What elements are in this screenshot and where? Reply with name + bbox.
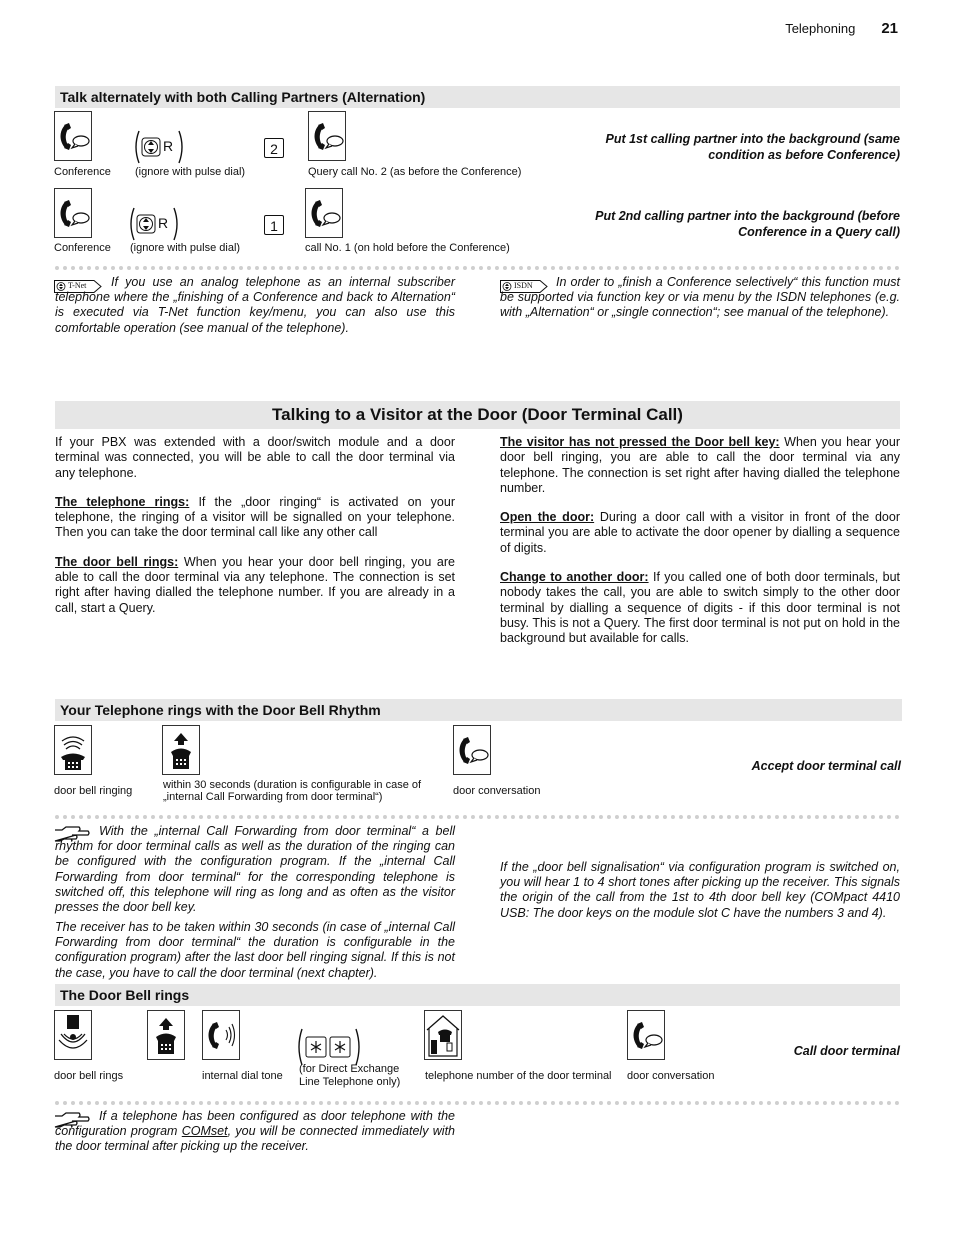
door-intro: If your PBX was extended with a door/switch module and a door terminal was connected, you will be able to call the door terminal via any telephone.: [55, 435, 455, 480]
note-rhythm-left-1: With the „internal Call Forwarding from door terminal“ a bell rhythm for door terminal calls as well as the duration of the ringing can be configured with the configuration program. If the „internal Call Forwarding from door terminal“ for the corresponding telephone is switched off, this telephone will ring as long and as often as the visitor presses the door bell key.: [55, 824, 455, 915]
tnet-badge-label: T-Net: [68, 281, 87, 290]
caption-door-conversation: door conversation: [453, 785, 541, 797]
action-accept-door-call: Accept door terminal call: [751, 759, 901, 773]
door-open-door: Open the door: During a door call with a visitor in front of the door terminal you are able to activate the door opener by dialling a sequence of digits.: [500, 510, 901, 555]
caption-within-30s: within 30 seconds (duration is configurable in case of: [163, 779, 422, 791]
door-bell-heading: The Door Bell rings: [55, 984, 900, 1006]
section-name: Telephoning: [785, 21, 856, 36]
note-rhythm-right: If the „door bell signalisation“ via configuration program is switched on, you will hear 1 to 4 short tones after picking up the receiver. This signals the origin of the call from the 1st to 4th door bell key (COMpact 4410 USB: The door keys on the module slot C have the numbers 3 and 4).: [500, 860, 900, 920]
label-telephone-rings: The telephone rings:: [55, 494, 190, 509]
caption-direct-exchange: (for Direct Exchange: [299, 1063, 400, 1075]
page-header: [785, 20, 898, 37]
conference-handset-icon: [54, 111, 92, 161]
caption-line-telephone: Line Telephone only): [299, 1076, 401, 1088]
star-keys-icon: [296, 1027, 362, 1067]
caption-query-call: Query call No. 2 (as before the Conference): [308, 166, 522, 178]
note-door-telephone: If a telephone has been configured as door telephone with the configuration program COMset, you will be connected immediately with the door terminal after picking up the receiver.: [55, 1109, 455, 1154]
label-visitor-not-pressed: The visitor has not pressed the Door bell key:: [500, 435, 780, 449]
caption-door-terminal-number: telephone number of the door terminal: [425, 1070, 612, 1082]
door-left-column: [55, 435, 455, 630]
door-bell-ringing-phone-icon: [54, 725, 92, 775]
dotted-divider: [55, 266, 900, 270]
caption-conference: Conference: [54, 166, 111, 178]
call-handset-icon: [305, 188, 343, 238]
note-isdn: In order to „finish a Conference selectively“ this function must be supported via function key or via menu by the ISDN telephones (e.g. with „Alternation“ or „single connection“; see manual of the telephone).: [500, 275, 900, 320]
caption-door-bell-rings: door bell rings: [54, 1070, 124, 1082]
r-key-label: R: [163, 138, 174, 154]
caption-call-no1: call No. 1 (on hold before the Conference): [305, 242, 510, 254]
r-key-icon: [128, 206, 180, 242]
label-change-door: Change to another door:: [500, 570, 649, 585]
digit-key-2: 2: [264, 138, 284, 158]
caption-internal-dial-tone: internal dial tone: [202, 1070, 283, 1082]
conference-handset-icon: [54, 188, 92, 238]
digit-key-1: 1: [264, 215, 284, 235]
door-right-column: [500, 435, 900, 661]
door-terminal-house-icon: [424, 1010, 462, 1060]
caption-conference: Conference: [54, 242, 111, 254]
action-put-1st-background: Put 1st calling partner into the background (same condition as before Conference): [605, 132, 900, 162]
query-handset-icon: [308, 111, 346, 161]
label-open-door: Open the door:: [500, 510, 595, 525]
caption-door-bell-ringing: door bell ringing: [54, 785, 133, 797]
dotted-divider: [55, 1101, 900, 1105]
caption-door-conversation: door conversation: [627, 1070, 715, 1082]
note-tnet: If you use an analog telephone as an internal subscriber telephone where the „finishing of a Conference and back to Alternation“ is executed via T-Net function key/menu, you can also use this comfortable operation (see manual of the telephone).: [55, 275, 455, 335]
lift-handset-icon: [147, 1010, 185, 1060]
caption-ignore-pulse: (ignore with pulse dial): [135, 166, 246, 178]
door-bell-button-icon: [54, 1010, 92, 1060]
comset-link: COMset: [181, 1124, 228, 1139]
alternation-heading: Talk alternately with both Calling Partners (Alternation): [55, 86, 900, 108]
action-call-door-terminal: Call door terminal: [793, 1044, 900, 1058]
label-door-bell-rings: The door bell rings:: [55, 554, 179, 569]
door-bell-rings: The door bell rings: When you hear your door bell ringing, you are able to call the door terminal via any telephone. The connection is set right after having dialled the telephone number. If you are already in a call, start a Query.: [55, 554, 456, 615]
door-conversation-handset-icon: [453, 725, 491, 775]
caption-internal-forwarding: „internal Call Forwarding from door terminal“): [163, 791, 383, 803]
note-rhythm-left-2: The receiver has to be taken within 30 seconds (in case of „internal Call Forwarding from door terminal“ the duration is configurable in the configuration program) after the last door bell ringing signal. If this is not the case, you have to call the door terminal (next chapter).: [55, 920, 455, 980]
caption-ignore-pulse: (ignore with pulse dial): [130, 242, 241, 254]
r-key-label: R: [158, 215, 169, 231]
dotted-divider: [55, 815, 900, 819]
door-change-door: Change to another door: If you called one of both door terminals, but nobody takes the call, you are able to switch simply to the other door terminal by dialling a sequence of digits - if this door terminal is not busy. This is not a Query. The first door terminal is not put on hold in the background but available for calls.: [500, 570, 901, 646]
isdn-badge-label: ISDN: [514, 281, 533, 290]
door-conversation-handset-icon: [627, 1010, 665, 1060]
dial-tone-handset-icon: [202, 1010, 240, 1060]
page-number: 21: [881, 20, 898, 37]
door-telephone-rings: The telephone rings: If the „door ringing“ is activated on your telephone, the ringing of a visitor will be signalled on your telephone. Then you can take the door terminal call like any other call: [55, 494, 455, 540]
door-terminal-heading: Talking to a Visitor at the Door (Door Terminal Call): [55, 401, 900, 429]
r-key-icon: [133, 129, 185, 165]
lift-handset-icon: [162, 725, 200, 775]
action-put-2nd-background: Put 2nd calling partner into the background (before Conference in a Query call): [595, 209, 900, 239]
door-visitor-not-pressed: The visitor has not pressed the Door bell key: When you hear your door bell ringing, you are able to call the door terminal via any telephone. The connection is set right after having dialled the telephone number.: [500, 435, 900, 495]
rhythm-heading: Your Telephone rings with the Door Bell Rhythm: [55, 699, 902, 721]
